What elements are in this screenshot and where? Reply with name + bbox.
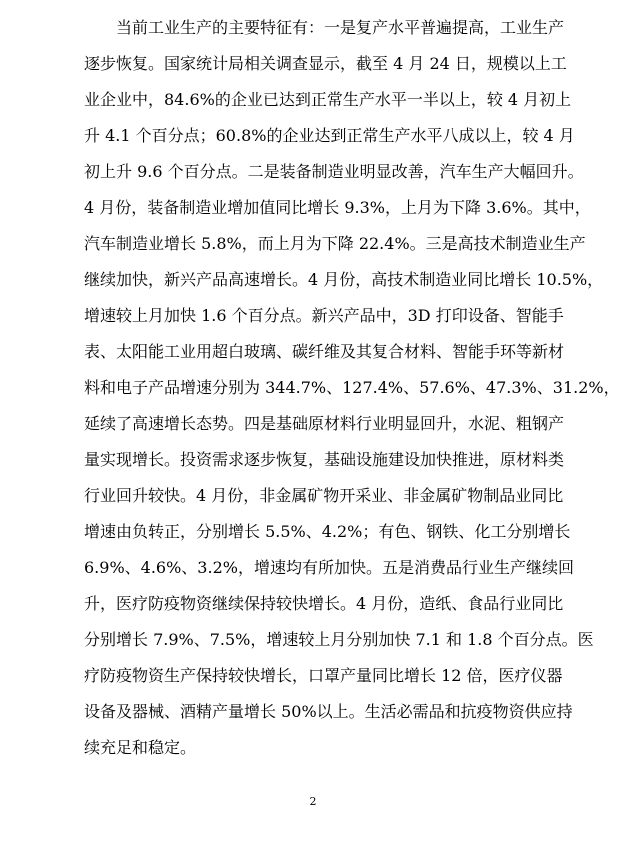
text-line: 疗防疫物资生产保持较快增长，口罩产量同比增长 12 倍，医疗仪器 xyxy=(84,666,563,685)
text-line: 增速由负转正，分别增长 5.5%、4.2%；有色、钢铁、化工分别增长 xyxy=(84,522,571,541)
text-line: 6.9%、4.6%、3.2%，增速均有所加快。五是消费品行业生产继续回 xyxy=(84,558,574,577)
text-line: 分别增长 7.9%、7.5%，增速较上月分别加快 7.1 和 1.8 个百分点。医 xyxy=(84,630,594,649)
text-line: 继续加快，新兴产品高速增长。4 月份，高技术制造业同比增长 10.5%， xyxy=(84,270,604,289)
text-line: 初上升 9.6 个百分点。二是装备制造业明显改善，汽车生产大幅回升。 xyxy=(84,162,584,181)
text-line: 行业回升较快。4 月份，非金属矿物开采业、非金属矿物制品业同比 xyxy=(84,486,564,505)
text-line: 汽车制造业增长 5.8%，而上月为下降 22.4%。三是高技术制造业生产 xyxy=(84,234,586,253)
text-line: 4 月份，装备制造业增加值同比增长 9.3%，上月为下降 3.6%。其中， xyxy=(84,198,591,217)
text-line: 续充足和稳定。 xyxy=(84,738,197,757)
body-paragraph xyxy=(84,10,620,766)
text-line: 设备及器械、酒精产量增长 50%以上。生活必需品和抗疫物资供应持 xyxy=(84,702,573,721)
text-line: 表、太阳能工业用超白玻璃、碳纤维及其复合材料、智能手环等新材 xyxy=(84,342,565,361)
page-number: 2 xyxy=(309,795,317,808)
text-line: 逐步恢复。国家统计局相关调查显示，截至 4 月 24 日，规模以上工 xyxy=(84,54,567,73)
text-line: 升 4.1 个百分点；60.8%的企业达到正常生产水平八成以上，较 4 月 xyxy=(84,126,575,145)
text-line: 延续了高速增长态势。四是基础原材料行业明显回升，水泥、粗钢产 xyxy=(84,414,565,433)
text-line: 当前工业生产的主要特征有：一是复产水平普遍提高，工业生产 xyxy=(116,18,565,37)
text-line: 增速较上月加快 1.6 个百分点。新兴产品中，3D 打印设备、智能手 xyxy=(84,306,564,325)
text-line: 料和电子产品增速分别为 344.7%、127.4%、57.6%、47.3%、31.2%， xyxy=(84,378,620,397)
text-line: 业企业中，84.6%的企业已达到正常生产水平一半以上，较 4 月初上 xyxy=(84,90,572,109)
text-line: 升，医疗防疫物资继续保持较快增长。4 月份，造纸、食品行业同比 xyxy=(84,594,564,613)
text-line: 量实现增长。投资需求逐步恢复，基础设施建设加快推进，原材料类 xyxy=(84,450,565,469)
